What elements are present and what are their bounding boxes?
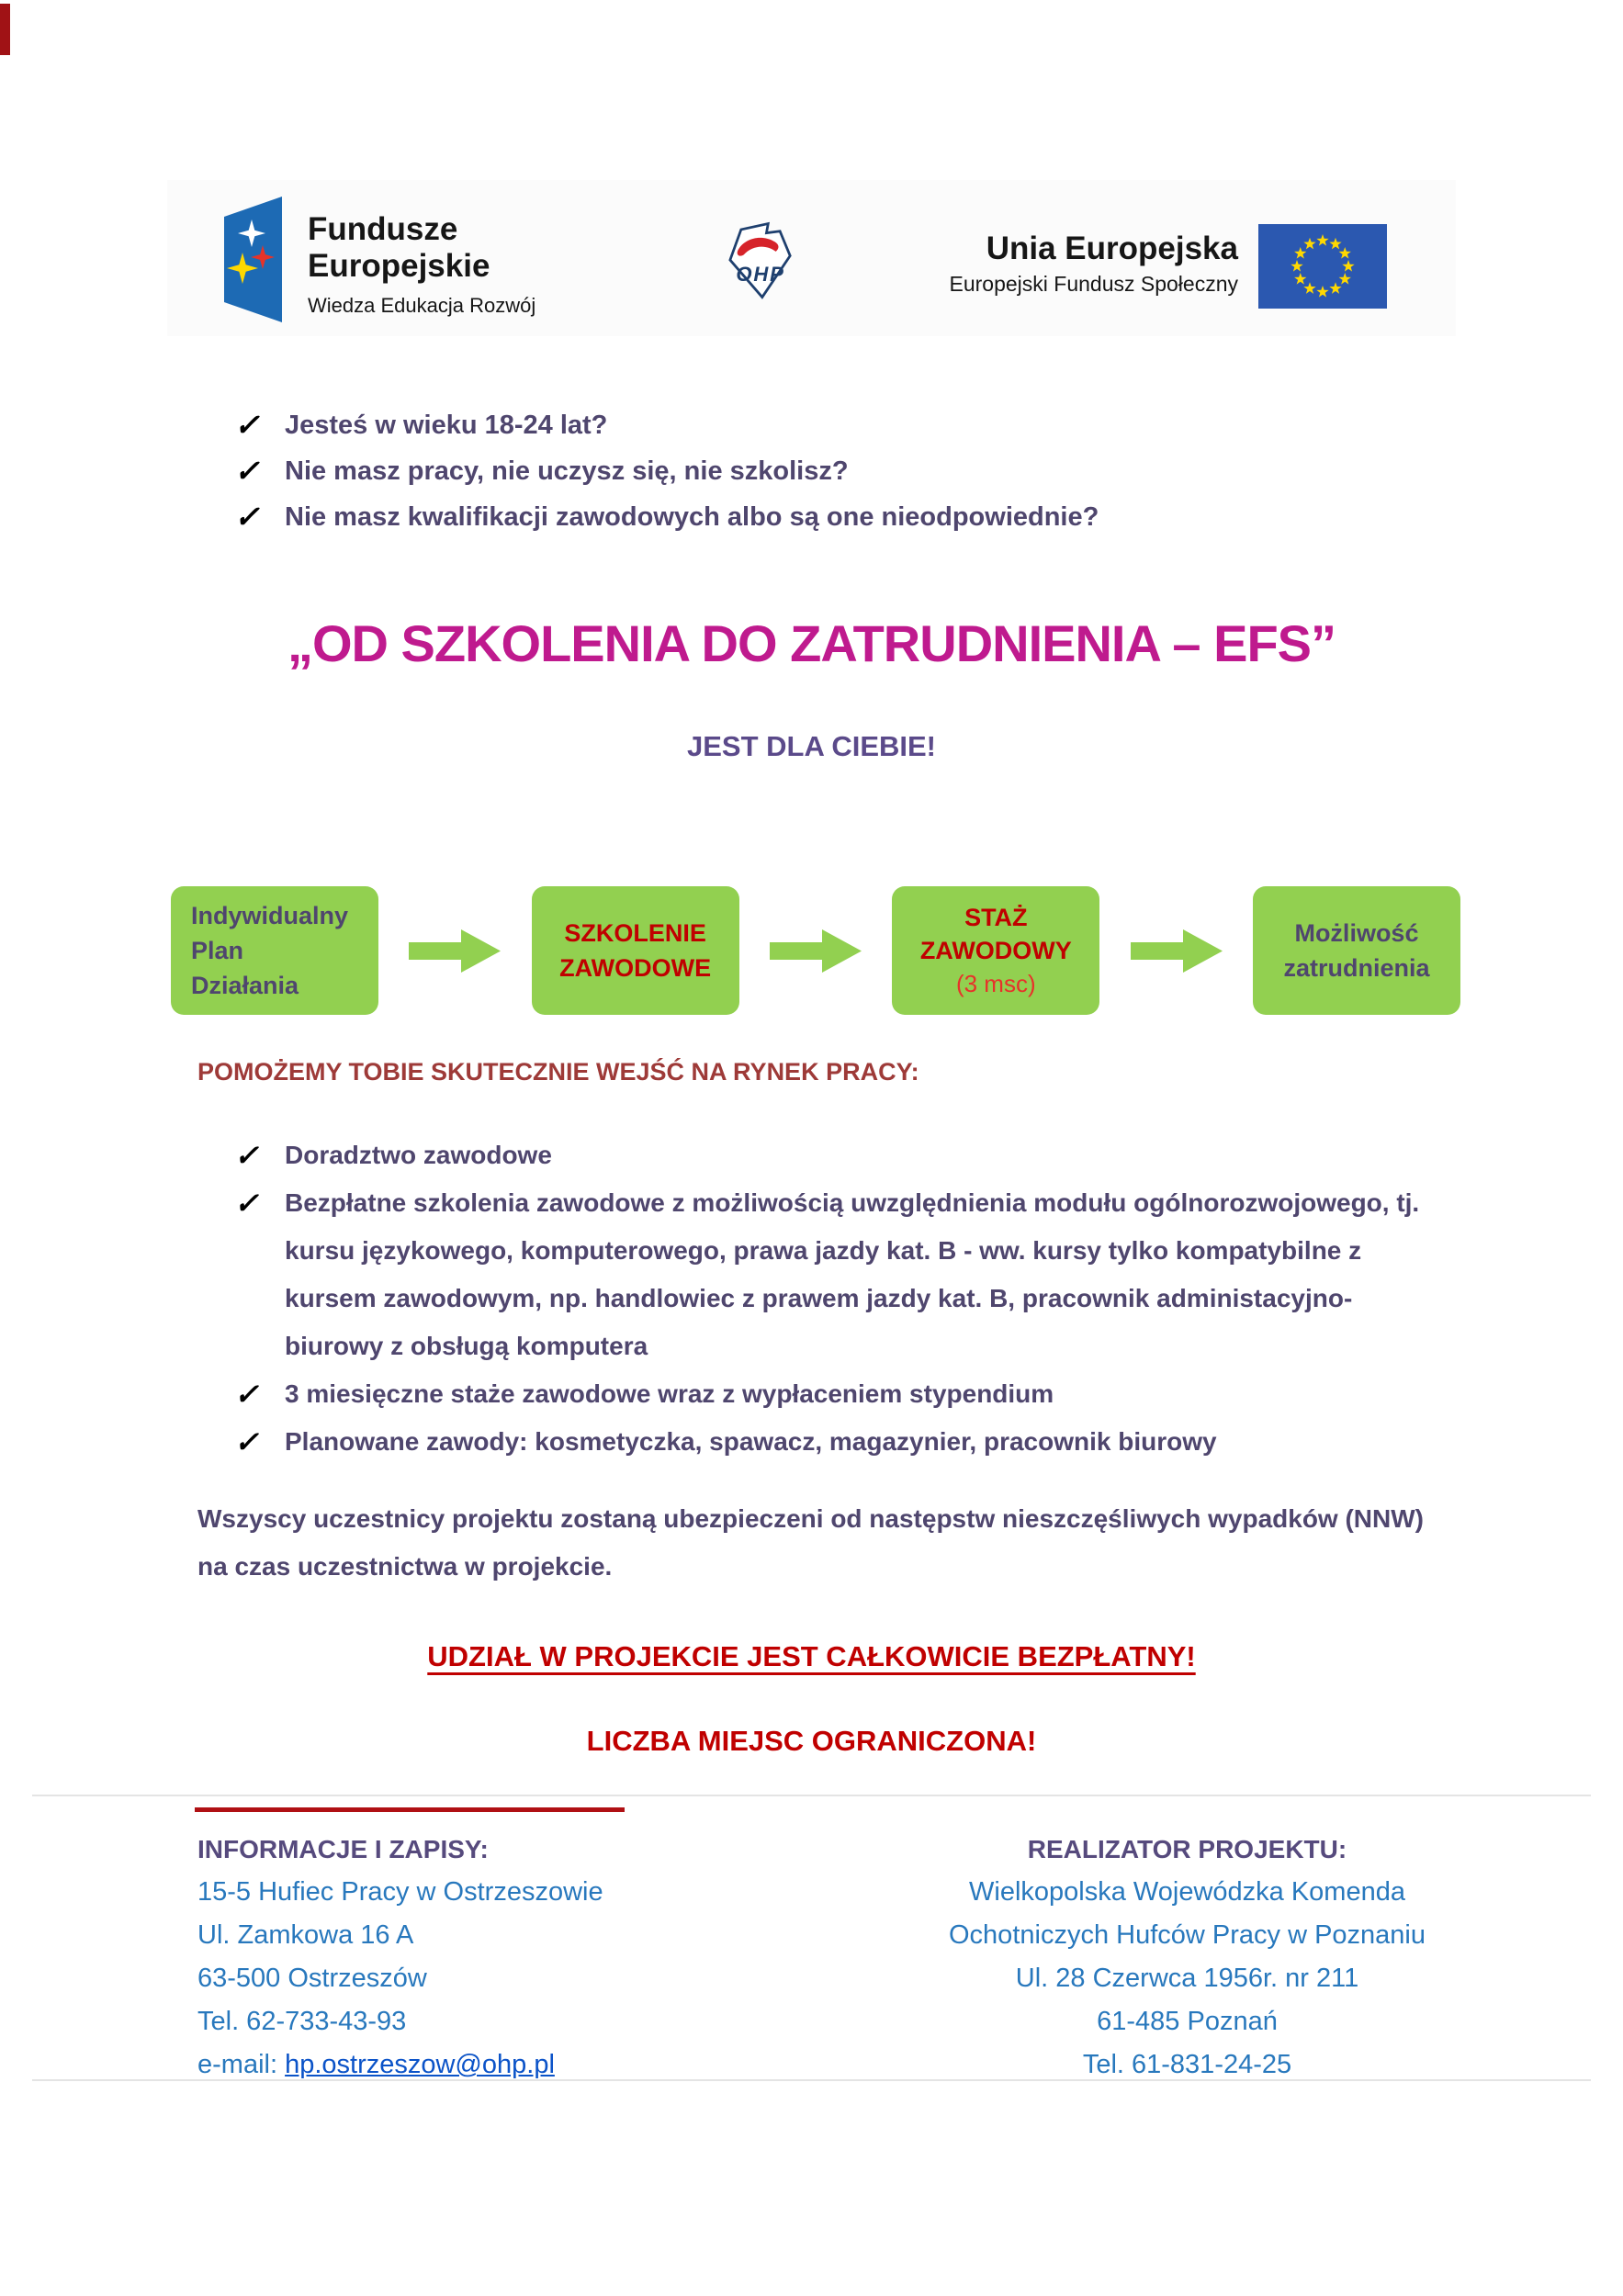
help-item-text: 3 miesięczne staże zawodowe wraz z wypłaceniem stypendium <box>285 1379 1054 1408</box>
flow-step-text: ZAWODOWY <box>919 937 1072 964</box>
process-flow-diagram <box>171 886 1460 1015</box>
eu-logo-title: Unia Europejska <box>986 231 1238 266</box>
fe-logo-title-line1: Fundusze <box>308 211 458 247</box>
fundusze-europejskie-logo <box>224 197 535 322</box>
flow-step-employment <box>1253 886 1460 1015</box>
footer-realizer-line: Wielkopolska Wojewódzka Komenda <box>969 1877 1405 1907</box>
project-subtitle: JEST DLA CIEBIE! <box>687 730 936 762</box>
help-section-heading: POMOŻEMY TOBIE SKUTECZNIE WEJŚĆ NA RYNEK PRACY: <box>197 1058 919 1086</box>
flow-step-text: Indywidualny <box>191 902 349 929</box>
email-label: e-mail: <box>197 2050 286 2079</box>
ohp-logo-text: OHP <box>736 263 785 287</box>
check-icon: ✓ <box>234 408 260 442</box>
footer-realizer-line: Ul. 28 Czerwca 1956r. nr 211 <box>1015 1964 1359 1993</box>
eu-flag-icon <box>1258 224 1387 309</box>
unia-europejska-logo <box>950 224 1388 309</box>
footer-realizer-line: Tel. 61-831-24-25 <box>1082 2050 1292 2079</box>
footer-realizer-heading: REALIZATOR PROJEKTU: <box>1027 1835 1347 1863</box>
email-link[interactable]: hp.ostrzeszow@ohp.pl <box>285 2050 555 2079</box>
insurance-note: Wszyscy uczestnicy projektu zostaną ubezpieczeni od następstw nieszczęśliwych wypadków (NNW) na czas uczestnictwa w projekcie. <box>197 1504 1425 1581</box>
flow-step-text: zatrudnienia <box>1283 954 1430 982</box>
free-participation-banner: UDZIAŁ W PROJEKCIE JEST CAŁKOWICIE BEZPŁATNY! <box>427 1640 1196 1672</box>
flow-step-text: STAŻ <box>964 904 1028 931</box>
flow-step-duration-note: (3 msc) <box>955 970 1036 997</box>
footer-red-rule <box>195 1807 625 1812</box>
fe-logo-subtitle: Wiedza Edukacja Rozwój <box>308 294 536 317</box>
eligibility-item <box>234 448 1099 494</box>
eligibility-checklist <box>234 402 1099 540</box>
flow-step-text: ZAWODOWE <box>559 954 712 982</box>
help-item <box>234 1131 1430 1179</box>
flow-step-text: Plan <box>191 937 244 964</box>
flow-step-internship <box>892 886 1099 1015</box>
eligibility-item-text: Jesteś w wieku 18-24 lat? <box>285 411 608 440</box>
help-item <box>234 1370 1430 1418</box>
footer-info-line: Tel. 62-733-43-93 <box>197 2007 407 2036</box>
check-icon: ✓ <box>234 1139 259 1172</box>
check-icon: ✓ <box>234 1378 259 1411</box>
footer-realizer-line: Ochotniczych Hufców Pracy w Poznaniu <box>949 1920 1426 1950</box>
flow-arrow-icon <box>409 929 501 973</box>
help-item-text: Doradztwo zawodowe <box>285 1141 552 1169</box>
eligibility-item-text: Nie masz kwalifikacji zawodowych albo są one nieodpowiednie? <box>285 502 1099 532</box>
eligibility-item <box>234 402 1099 448</box>
flow-step-text: Możliwość <box>1294 919 1419 947</box>
footer-realizer-line: 61-485 Poznań <box>1097 2007 1278 2036</box>
footer-contacts <box>197 1828 1428 2087</box>
help-item-text: Bezpłatne szkolenia zawodowe z możliwością uwzględnienia modułu ogólnorozwojowego, tj. kursu językowego, komputerowego, prawa jazdy kat. B - ww. kursy tylko kompatybilne z kursem zawodowym, np. handlowiec z prawem jazdy kat. B, pracownik administacyjno-biurowy z obsługą komputera <box>285 1188 1420 1360</box>
project-title: „OD SZKOLENIA DO ZATRUDNIENIA – EFS” <box>287 614 1336 672</box>
eligibility-item <box>234 494 1099 540</box>
flow-step-text: Działania <box>191 972 299 999</box>
fe-logo-text <box>308 197 535 322</box>
footer-info-line: 15-5 Hufiec Pracy w Ostrzeszowie <box>197 1877 603 1907</box>
flow-step-text: SZKOLENIE <box>564 919 706 947</box>
fe-flag-icon <box>224 197 282 322</box>
check-icon: ✓ <box>234 1187 259 1220</box>
footer-info-heading: INFORMACJE I ZAPISY: <box>197 1835 489 1863</box>
check-icon: ✓ <box>234 454 260 488</box>
flow-arrow-icon <box>1131 929 1223 973</box>
eu-logo-text <box>950 224 1239 297</box>
help-item <box>234 1179 1430 1370</box>
ohp-shield-icon <box>718 217 803 305</box>
flow-step-individual-plan <box>171 886 378 1015</box>
flow-step-training <box>532 886 739 1015</box>
footer-info-line: Ul. Zamkowa 16 A <box>197 1920 414 1950</box>
eu-logo-subtitle: Europejski Fundusz Społeczny <box>949 272 1238 296</box>
flow-arrow-icon <box>770 929 862 973</box>
help-item-text: Planowane zawody: kosmetyczka, spawacz, magazynier, pracownik biurowy <box>285 1427 1217 1456</box>
logo-header <box>167 180 1456 336</box>
footer-top-divider <box>32 1795 1591 1796</box>
help-item <box>234 1418 1430 1466</box>
eligibility-item-text: Nie masz pracy, nie uczysz się, nie szkolisz? <box>285 456 849 486</box>
footer-realizer-column <box>946 1828 1428 2087</box>
limited-places-banner: LICZBA MIEJSC OGRANICZONA! <box>586 1725 1037 1757</box>
scan-artifact <box>0 4 10 55</box>
fe-logo-title-line2: Europejskie <box>308 248 490 284</box>
footer-info-column <box>197 1828 767 2087</box>
help-checklist <box>234 1131 1430 1466</box>
footer-bottom-divider <box>32 2079 1591 2081</box>
check-icon: ✓ <box>234 1425 259 1458</box>
footer-info-line: 63-500 Ostrzeszów <box>197 1964 427 1993</box>
check-icon: ✓ <box>234 500 260 534</box>
ohp-logo <box>718 217 803 305</box>
